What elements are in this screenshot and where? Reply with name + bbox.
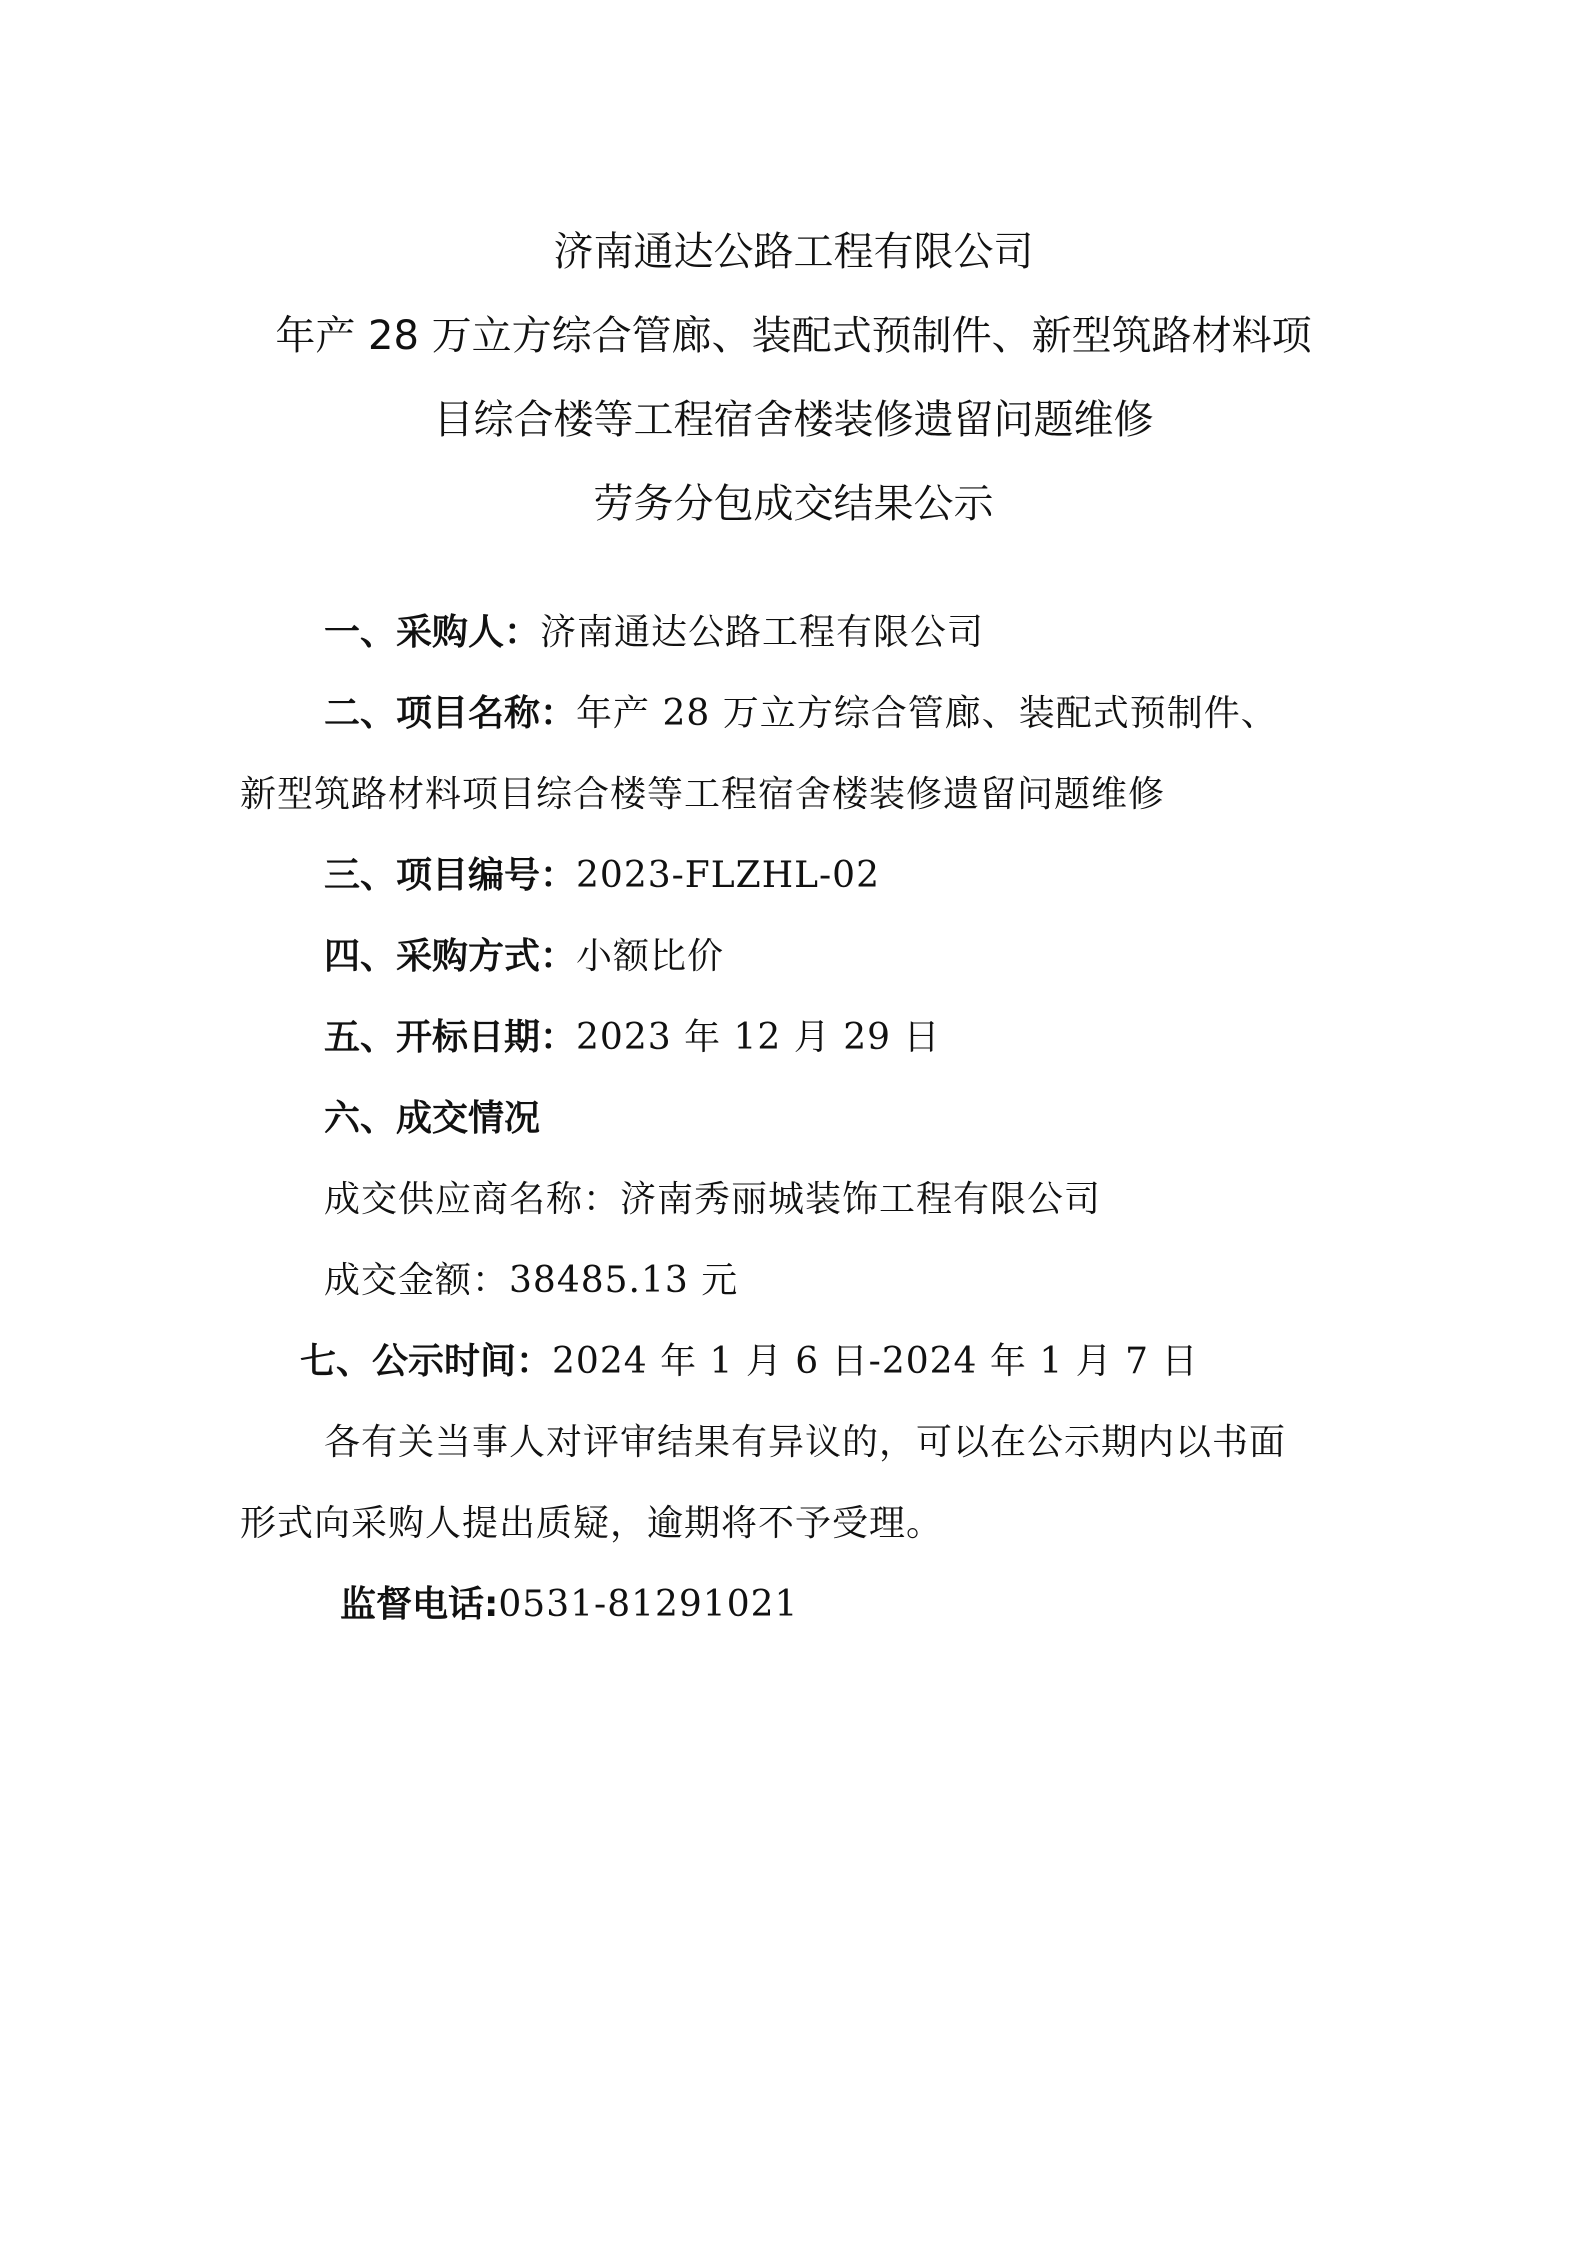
project-name-row bbox=[240, 673, 1370, 754]
method-label: 四、采购方式： bbox=[324, 936, 577, 977]
project-no-label: 三、项目编号： bbox=[324, 855, 577, 896]
document-body bbox=[240, 592, 1370, 1645]
project-name-continuation-row bbox=[240, 754, 1370, 835]
objection-line-2: 形式向采购人提出质疑，逾期将不予受理。 bbox=[240, 1503, 944, 1544]
amount-label: 成交金额： bbox=[324, 1260, 510, 1301]
method-value: 小额比价 bbox=[576, 936, 725, 977]
amount-value: 38485.13 元 bbox=[509, 1260, 739, 1301]
open-date-label: 五、开标日期： bbox=[324, 1017, 577, 1058]
title-line-1: 济南通达公路工程有限公司 bbox=[553, 229, 1034, 275]
supplier-value: 济南秀丽城装饰工程有限公司 bbox=[620, 1179, 1102, 1220]
purchaser-value: 济南通达公路工程有限公司 bbox=[540, 612, 985, 653]
objection-line-1: 各有关当事人对评审结果有异议的，可以在公示期内以书面 bbox=[324, 1422, 1287, 1463]
project-name-value-line1: 年产 28 万立方综合管廊、装配式预制件、 bbox=[576, 693, 1278, 734]
purchaser-label: 一、采购人： bbox=[324, 612, 541, 653]
title-line-2: 年产 28 万立方综合管廊、装配式预制件、新型筑路材料项 bbox=[275, 313, 1312, 359]
method-row bbox=[240, 916, 1370, 997]
phone-row bbox=[240, 1564, 1370, 1645]
project-name-value-line2: 新型筑路材料项目综合楼等工程宿舍楼装修遗留问题维修 bbox=[240, 774, 1166, 815]
phone-label: 监督电话: bbox=[340, 1584, 499, 1625]
result-label: 六、成交情况 bbox=[324, 1098, 541, 1139]
result-row bbox=[240, 1078, 1370, 1159]
title-line-3: 目综合楼等工程宿舍楼装修遗留问题维修 bbox=[433, 397, 1154, 443]
publicity-value: 2024 年 1 月 6 日-2024 年 1 月 7 日 bbox=[552, 1341, 1199, 1382]
open-date-value: 2023 年 12 月 29 日 bbox=[576, 1017, 941, 1058]
project-no-value: 2023-FLZHL-02 bbox=[576, 855, 880, 896]
supplier-label: 成交供应商名称： bbox=[324, 1179, 621, 1220]
project-name-label: 二、项目名称： bbox=[324, 693, 577, 734]
amount-row bbox=[240, 1240, 1370, 1321]
phone-value: 0531-81291021 bbox=[498, 1584, 799, 1625]
objection-row-2 bbox=[240, 1483, 1370, 1564]
open-date-row bbox=[240, 997, 1370, 1078]
project-no-row bbox=[240, 835, 1370, 916]
objection-row-1 bbox=[240, 1402, 1370, 1483]
supplier-row bbox=[240, 1159, 1370, 1240]
publicity-label: 七、公示时间： bbox=[300, 1341, 553, 1382]
purchaser-row bbox=[240, 592, 1370, 673]
title-line-4: 劳务分包成交结果公示 bbox=[593, 481, 994, 527]
document-title bbox=[0, 210, 1587, 546]
publicity-row bbox=[240, 1321, 1370, 1402]
